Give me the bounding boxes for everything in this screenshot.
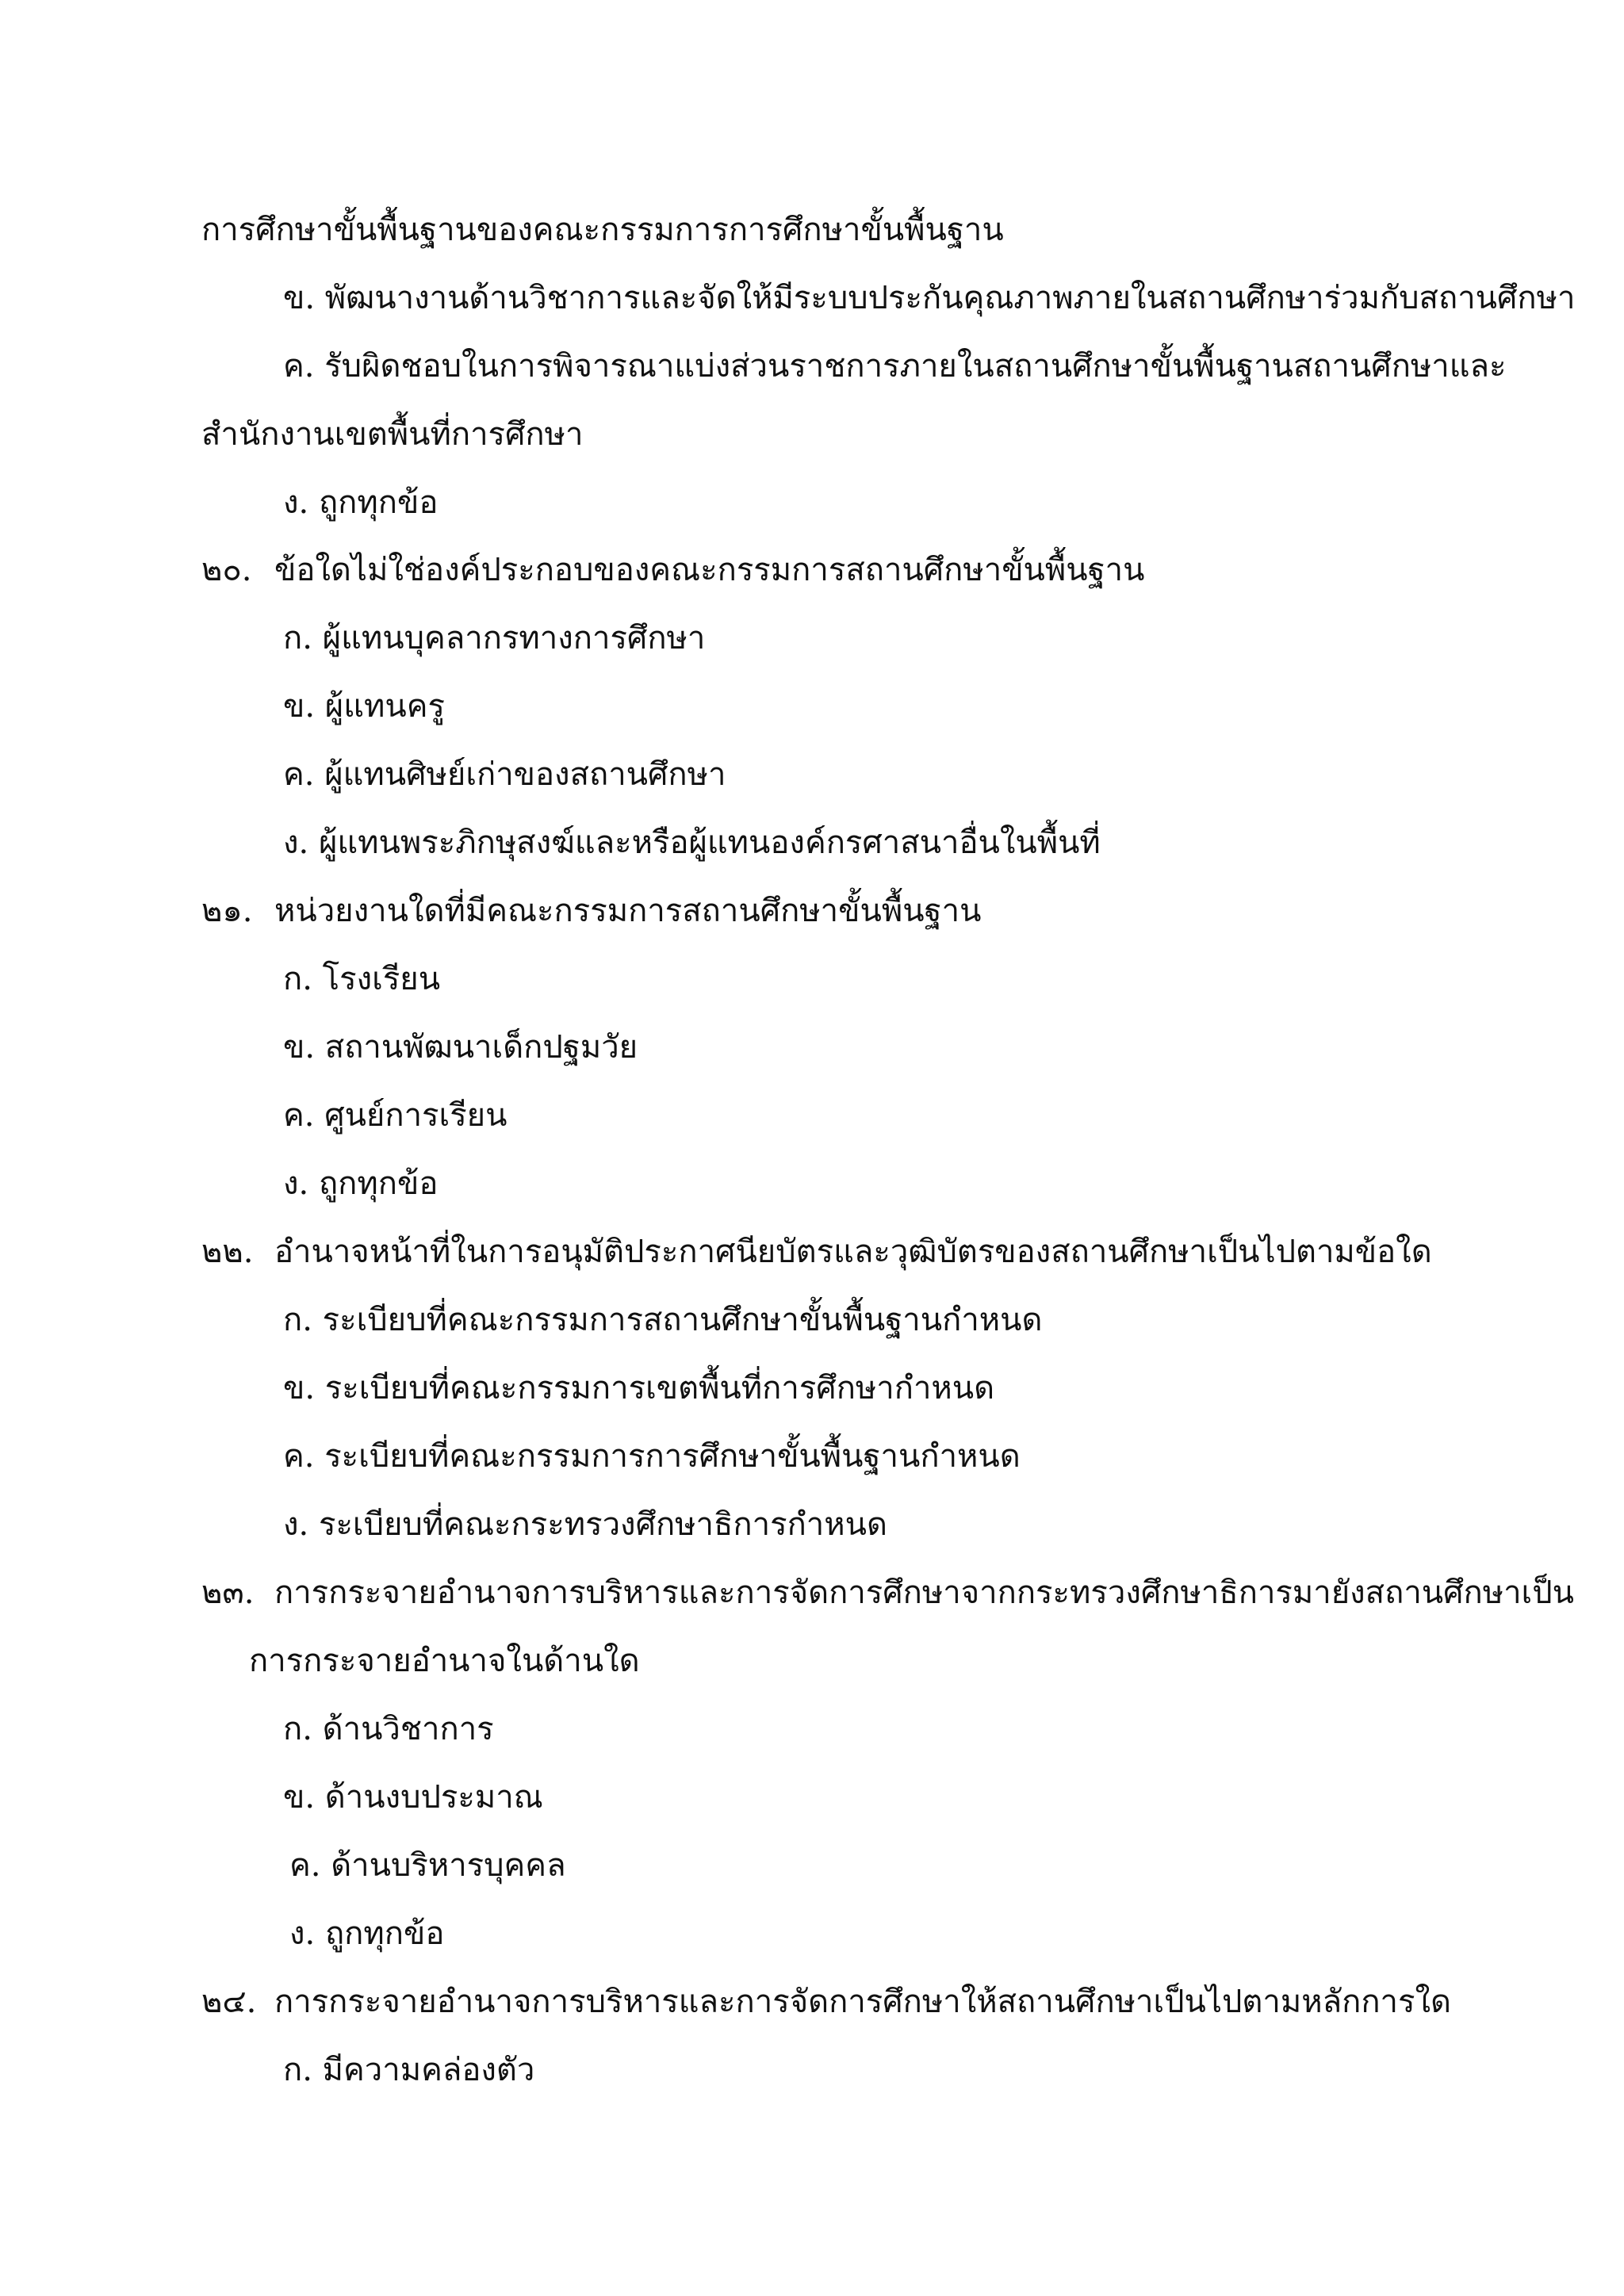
question-22-option-a: ก. ระเบียบที่คณะกรรมการสถานศึกษาขั้นพื้นฐานกำหนด — [283, 1302, 1043, 1338]
question-23-text-continuation: การกระจายอำนาจในด้านใด — [249, 1643, 640, 1679]
option-c-continuation: สำนักงานเขตพื้นที่การศึกษา — [201, 416, 584, 453]
question-24 — [201, 1983, 1451, 2021]
question-number: ๒๓. — [201, 1575, 255, 1611]
question-number: ๒๐. — [201, 552, 252, 588]
continued-text-line: การศึกษาขั้นพื้นฐานของคณะกรรมการการศึกษาขั้นพื้นฐาน — [201, 212, 1004, 248]
question-23-option-a: ก. ด้านวิชาการ — [283, 1711, 494, 1747]
option-d: ง. ถูกทุกข้อ — [283, 484, 439, 521]
option-b: ข. พัฒนางานด้านวิชาการและจัดให้มีระบบประกันคุณภาพภายในสถานศึกษาร่วมกับสถานศึกษา — [283, 280, 1576, 316]
question-21-option-a: ก. โรงเรียน — [283, 961, 441, 997]
question-number: ๒๔. — [201, 1984, 257, 2020]
question-text: ข้อใดไม่ใช่องค์ประกอบของคณะกรรมการสถานศึกษาขั้นพื้นฐาน — [274, 552, 1145, 588]
question-23 — [201, 1574, 1574, 1612]
question-text: อำนาจหน้าที่ในการอนุมัติประกาศนียบัตรและวุฒิบัตรของสถานศึกษาเป็นไปตามข้อใด — [274, 1234, 1432, 1270]
question-20-option-a: ก. ผู้แทนบุคลากรทางการศึกษา — [283, 620, 706, 656]
question-number: ๒๒. — [201, 1234, 254, 1270]
question-23-option-b: ข. ด้านงบประมาณ — [283, 1779, 543, 1816]
question-22 — [201, 1233, 1432, 1271]
question-20-option-c: ค. ผู้แทนศิษย์เก่าของสถานศึกษา — [283, 756, 726, 793]
question-24-option-a: ก. มีความคล่องตัว — [283, 2052, 535, 2088]
question-21-option-b: ข. สถานพัฒนาเด็กปฐมวัย — [283, 1029, 638, 1066]
question-23-option-c: ค. ด้านบริหารบุคคล — [289, 1847, 566, 1884]
question-21 — [201, 892, 981, 930]
question-22-option-b: ข. ระเบียบที่คณะกรรมการเขตพื้นที่การศึกษากำหนด — [283, 1370, 995, 1406]
question-22-option-d: ง. ระเบียบที่คณะกระทรวงศึกษาธิการกำหนด — [283, 1506, 887, 1543]
question-21-option-c: ค. ศูนย์การเรียน — [283, 1097, 508, 1134]
question-20-option-b: ข. ผู้แทนครู — [283, 688, 445, 725]
question-text: หน่วยงานใดที่มีคณะกรรมการสถานศึกษาขั้นพื้นฐาน — [274, 893, 982, 929]
question-20 — [201, 551, 1144, 589]
option-c: ค. รับผิดชอบในการพิจารณาแบ่งส่วนราชการภายในสถานศึกษาขั้นพื้นฐานสถานศึกษาและ — [283, 348, 1507, 385]
question-text: การกระจายอำนาจการบริหารและการจัดการศึกษาให้สถานศึกษาเป็นไปตามหลักการใด — [274, 1984, 1451, 2020]
question-22-option-c: ค. ระเบียบที่คณะกรรมการการศึกษาขั้นพื้นฐานกำหนด — [283, 1438, 1021, 1475]
question-number: ๒๑. — [201, 893, 253, 929]
question-23-option-d: ง. ถูกทุกข้อ — [289, 1915, 445, 1952]
question-21-option-d: ง. ถูกทุกข้อ — [283, 1165, 439, 1202]
question-text: การกระจายอำนาจการบริหารและการจัดการศึกษาจากกระทรวงศึกษาธิการมายังสถานศึกษาเป็น — [274, 1575, 1574, 1611]
question-20-option-d: ง. ผู้แทนพระภิกษุสงฆ์และหรือผู้แทนองค์กรศาสนาอื่นในพื้นที่ — [283, 825, 1101, 861]
